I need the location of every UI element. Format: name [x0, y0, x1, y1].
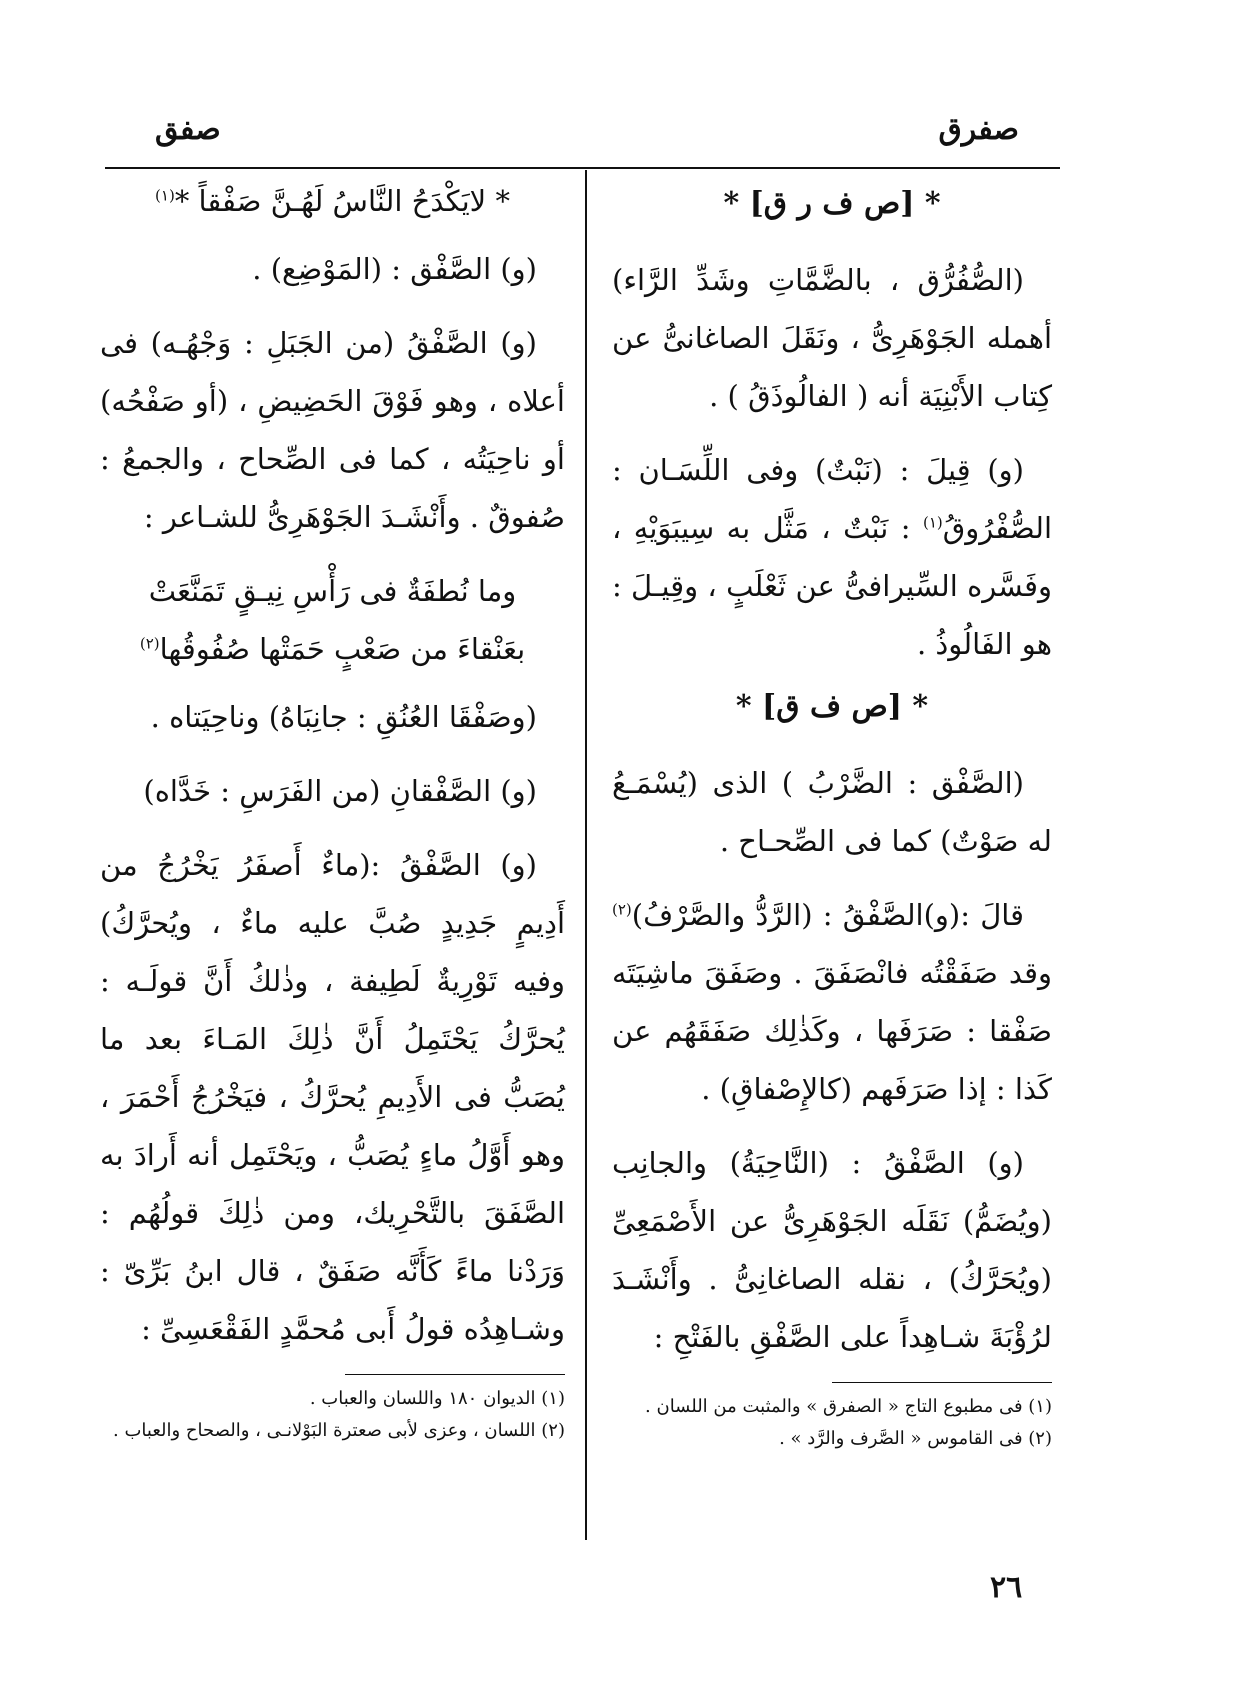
entry-heading-sfrq: * [ص ف ر ق] *	[723, 186, 941, 221]
footnote-rule	[345, 1374, 565, 1375]
entry-paragraph: (و) الصَّفْقُ :(ماءٌ أَصفَرُ يَخْرُجُ من أَدِيمٍ جَدِيدٍ صُبَّ عليه ماءٌ ، ويُحرَّكُ) وفيه تَوْرِيةٌ لَطِيفة ، وذٰلكُ أَنَّ قولَـه : يُحرَّكُ يَحْتَمِلُ أَنَّ ذٰلِكَ المَـاءَ بعد ما يُصَبُّ فى الأَدِيمِ يُحرَّكُ ، فيَخْرُجُ أَحْمَرَ ، وهو أَوَّلُ ماءٍ يُصَبُّ ، ويَحْتَمِل أنه أَرادَ به الصَّفَقَ بالتَّحْرِيك، ومن ذٰلِكَ قولُهُم : وَرَدْنا ماءً كَأَنَّه صَفَقٌ ، قال ابنُ بَرِّىّ : وشـاهِدُه قولُ أَبى مُحمَّدٍ الفَقْعَسِىِّ :	[100, 848, 565, 1346]
column-divider	[585, 170, 587, 1540]
running-head-right: صفرق	[938, 112, 1019, 147]
footnote: (٢) اللسان ، وعزى لأبى صعترة البَوْلانـى ، والصحاح والعباب .	[113, 1420, 565, 1441]
entry-heading-sfq: * [ص ف ق] *	[735, 689, 929, 724]
verse-line: وما نُطفَةٌ فى رَأْسِ نِيـقٍ تَمَنَّعَتْ	[148, 574, 517, 608]
verse-line	[100, 172, 565, 230]
verse-text: بعَنْقاءَ من صَعْبٍ حَمَتْها صُفُوقُها	[159, 632, 526, 666]
verse-couplet	[100, 562, 565, 678]
entry-paragraph: (و) الصَّفْقُ (من الجَبَلِ : وَجْهُـه) فى أعلاه ، وهو فَوْقَ الحَضِيضِ ، (أو صَفْحُه) أو ناحِيَتُه ، كما فى الصِّحاح ، والجمعُ : صُفوقٌ . وأَنْشَـدَ الجَوْهَرِىُّ للشـاعر :	[100, 326, 565, 534]
entry-paragraph: (الصُّفُرُّق ، بالضَّمَّاتِ وشَدِّ الرَّاء) أهمله الجَوْهَرِىُّ ، ونَقَلَ الصاغانىُّ عن كِتاب الأَبْنِيَة أنه ( الفالُوذَقُ ) .	[612, 263, 1052, 413]
footnote: (١) فى مطبوع التاج « الصفرق » والمثبت من اللسان .	[645, 1396, 1052, 1417]
page-number: ٢٦	[990, 1570, 1023, 1605]
right-column	[612, 172, 1052, 1455]
entry-paragraph	[612, 886, 1052, 1118]
paragraph-text: : نَبْتٌ ، مَثَّل به سِيبَوَيْهِ ، وفَسَّره السِّيرافىُّ عن ثَعْلَبٍ ، وقِيـلَ : هو الفَالُوذُ .	[612, 511, 1052, 661]
footnote-marker: (١)	[155, 186, 175, 205]
paragraph-text: قالَ :(و)الصَّفْقُ : (الرَّدُّ والصَّرْفُ)	[631, 898, 1024, 932]
paragraph-text: (و) قِيلَ : (نَبْتٌ) وفى اللِّسَـان : الصُّفْرُوقُ	[612, 453, 1052, 545]
header-rule	[105, 167, 1060, 169]
entry-paragraph: (و) الصَّفْقُ : (النَّاحِيَةُ) والجانِب (ويُضَمُّ) نَقَلَه الجَوْهَرِىُّ عن الأَصْمَعِىِّ (ويُحَرَّكُ) ، نقله الصاغانِىُّ . وأَنْشَـدَ لرُؤْبَةَ شـاهِداً على الصَّفْقِ بالفَتْحِ :	[612, 1146, 1052, 1354]
footnote-marker: (١)	[923, 513, 943, 532]
entry-paragraph: (وصَفْقَا العُنُقِ : جانِبَاهُ) وناحِيَتاه .	[150, 700, 537, 734]
entry-paragraph	[612, 441, 1052, 673]
left-column	[100, 172, 565, 1447]
footnote-marker: (٢)	[139, 634, 160, 653]
footnote-marker: (٢)	[612, 900, 632, 919]
entry-paragraph: (و) الصَّفْق : (المَوْضِع) .	[252, 252, 537, 286]
running-head-left: صفق	[155, 112, 221, 147]
entry-paragraph: (و) الصَّفْقانِ (من الفَرَسِ : خَدَّاه)	[143, 774, 537, 808]
verse-line	[100, 620, 565, 678]
footnote: (١) الديوان ١٨٠ واللسان والعباب .	[309, 1388, 565, 1409]
entry-paragraph: (الصَّفْق : الضَّرْبُ ) الذى (يُسْمَـعُ له صَوْتٌ) كما فى الصِّحـاح .	[612, 766, 1052, 858]
footnote-rule	[832, 1382, 1052, 1383]
footnote: (٢) فى القاموس « الصَّرف والرَّد » .	[779, 1428, 1052, 1449]
verse-text: * لايَكْدَحُ النَّاسُ لَهُـنَّ صَفْقاً *	[174, 184, 510, 218]
paragraph-text: وقد صَفَقْتُه فانْصَفَقَ . وصَفَقَ ماشِيَتَه صَفْقا : صَرَفَها ، وكَذٰلِك صَفَقَهُم عن كَذا : إذا صَرَفَهم (كالإِصْفاقِ) .	[612, 956, 1052, 1106]
